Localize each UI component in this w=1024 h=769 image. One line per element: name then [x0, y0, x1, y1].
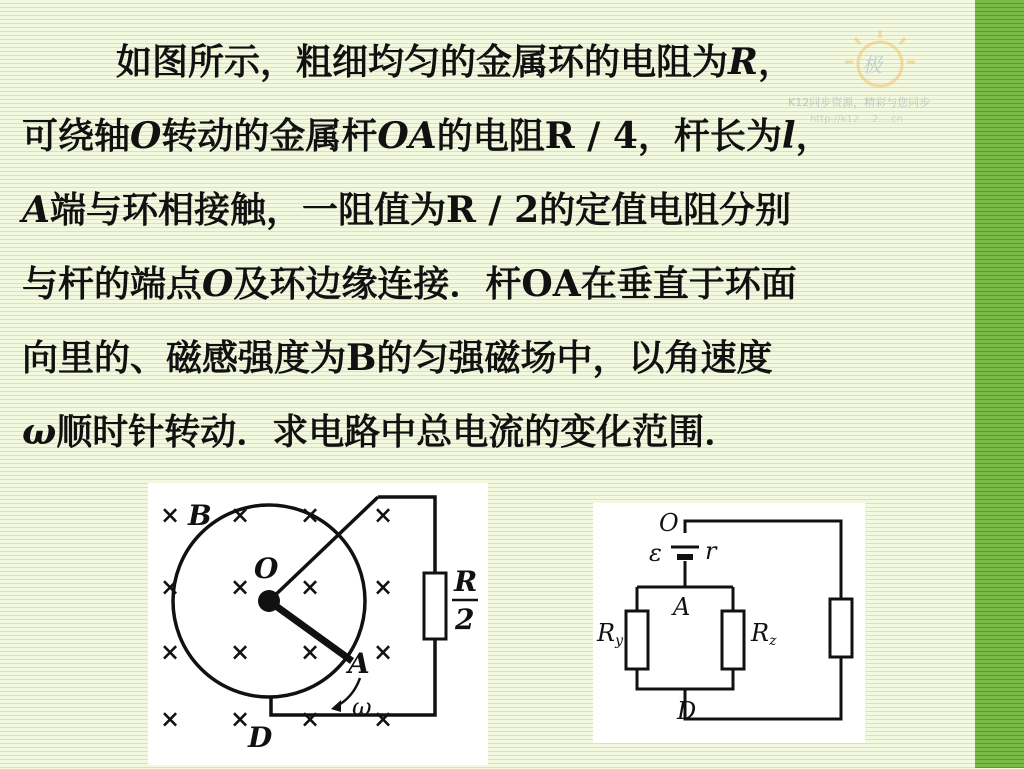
field-cross: ×	[300, 572, 321, 601]
problem-line-5: 向里的、磁感强度为B的匀强磁场中，以角速度	[22, 337, 773, 379]
arrow-head-icon	[331, 700, 341, 712]
label-o: O	[254, 552, 279, 585]
ring-diagram-svg	[148, 483, 488, 765]
resistor-rz	[722, 611, 744, 669]
field-cross: ×	[373, 572, 394, 601]
field-cross: ×	[160, 637, 181, 666]
field-cross: ×	[300, 637, 321, 666]
figure-ring-diagram	[148, 483, 488, 765]
field-cross: ×	[230, 637, 251, 666]
wire-o-to-resistor	[269, 497, 378, 601]
field-cross: ×	[373, 500, 394, 529]
resistor-r-half	[424, 573, 446, 639]
figure-equivalent-circuit	[593, 503, 865, 743]
pivot-o	[258, 590, 280, 612]
label-two-denominator: 2	[455, 603, 475, 636]
field-cross: ×	[300, 704, 321, 733]
svg-text:极: 极	[862, 53, 882, 77]
field-cross: ×	[230, 704, 251, 733]
field-cross: ×	[373, 637, 394, 666]
label-rz: Rz	[751, 619, 777, 649]
circuit-svg	[593, 503, 865, 743]
label-epsilon: ε	[649, 539, 662, 567]
label-ry: Ry	[597, 619, 623, 649]
label-r-numerator: R	[454, 565, 478, 598]
problem-line-4: 与杆的端点O及环边缘连接．杆OA在垂直于环面	[22, 263, 797, 305]
watermark-url: http://k12....2....cn	[810, 114, 903, 125]
field-cross: ×	[230, 572, 251, 601]
node-d-wire	[637, 669, 733, 689]
problem-line-1: 如图所示，粗细均匀的金属环的电阻为R，	[116, 41, 794, 83]
label-d: D	[677, 697, 697, 725]
resistor-ry	[626, 611, 648, 669]
resistor-r-half	[830, 599, 852, 657]
circuit-wire	[271, 497, 435, 715]
resistance-r-over-4: R / 4	[544, 115, 638, 157]
field-cross: ×	[160, 572, 181, 601]
watermark-slogan: K12同步资源，精彩与您同步	[788, 96, 931, 109]
label-a: A	[673, 593, 691, 621]
label-o: O	[659, 509, 679, 537]
sun-logo-icon	[770, 22, 970, 102]
field-cross: ×	[230, 500, 251, 529]
field-cross: ×	[373, 704, 394, 733]
field-cross: ×	[160, 500, 181, 529]
label-r: r	[705, 537, 717, 565]
field-cross: ×	[160, 704, 181, 733]
field-cross: ×	[300, 500, 321, 529]
label-d: D	[248, 721, 273, 754]
resistance-r-over-2: R / 2	[445, 189, 540, 231]
label-omega: ω	[352, 693, 372, 721]
problem-line-2: 可绕轴O转动的金属杆OA的电阻R / 4，杆长为l，	[22, 115, 832, 157]
label-a: A	[348, 647, 370, 680]
problem-line-6: ω顺时针转动．求电路中总电流的变化范围．	[22, 411, 741, 453]
problem-line-3: A端与环相接触，一阻值为R / 2的定值电阻分别	[22, 189, 792, 231]
right-decorative-strip	[975, 0, 1024, 768]
label-b: B	[188, 499, 212, 532]
